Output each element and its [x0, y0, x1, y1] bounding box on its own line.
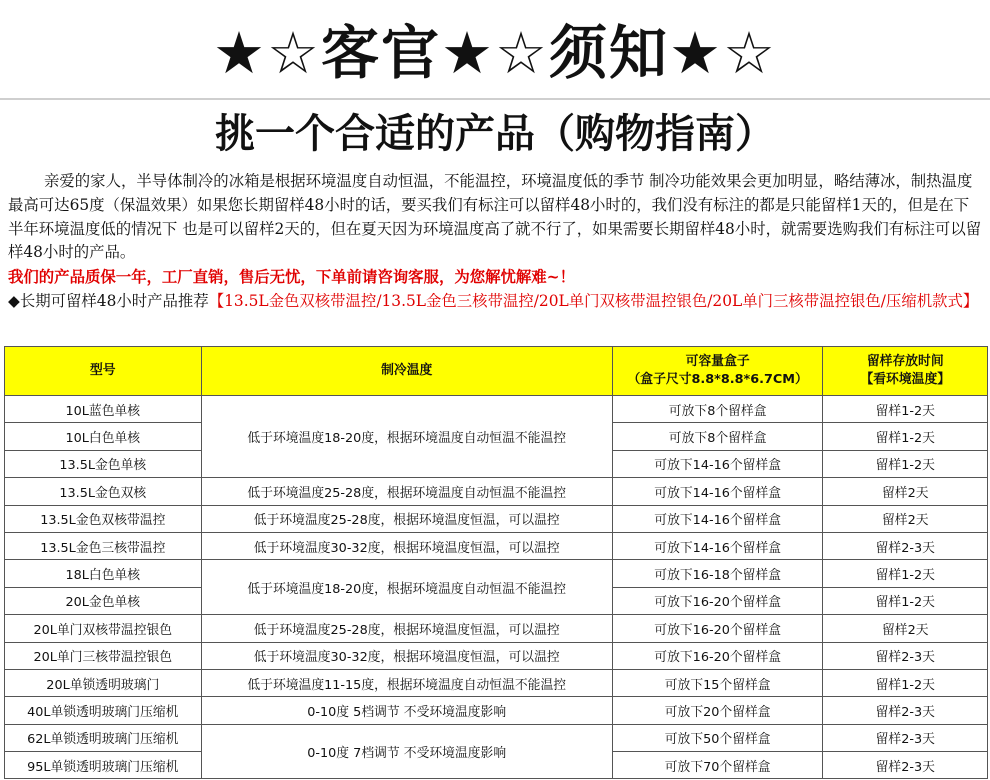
cell-model: 13.5L金色双核: [5, 478, 202, 505]
title-divider: [0, 98, 990, 100]
cell-model: 13.5L金色双核带温控: [5, 505, 202, 532]
cell-model: 62L单锁透明玻璃门压缩机: [5, 724, 202, 751]
cell-model: 10L白色单核: [5, 423, 202, 450]
cell-capacity: 可放下70个留样盒: [612, 752, 823, 779]
cell-capacity: 可放下50个留样盒: [612, 724, 823, 751]
cell-capacity: 可放下16-20个留样盒: [612, 587, 823, 614]
header-storage: [823, 347, 988, 396]
cell-model: 13.5L金色三核带温控: [5, 532, 202, 559]
table-row: [5, 615, 988, 642]
cell-model: 40L单锁透明玻璃门压缩机: [5, 697, 202, 724]
page-subtitle: 挑一个合适的产品（购物指南）: [215, 111, 775, 157]
table-row: [5, 642, 988, 669]
table-row: [5, 478, 988, 505]
cell-storage: 留样2-3天: [823, 697, 988, 724]
recommendation-items: 【13.5L金色双核带温控/13.5L金色三核带温控/20L单门双核带温控银色/20L单门三核带温控银色/压缩机款式】: [208, 292, 979, 310]
cell-cooling: 低于环境温度18-20度，根据环境温度自动恒温不能温控: [201, 560, 612, 615]
cell-capacity: 可放下14-16个留样盒: [612, 478, 823, 505]
cell-storage: 留样1-2天: [823, 587, 988, 614]
cell-storage: 留样2天: [823, 478, 988, 505]
cell-storage: 留样2-3天: [823, 724, 988, 751]
header-model: 型号: [5, 347, 202, 396]
cell-cooling: 低于环境温度30-32度，根据环境温度恒温，可以温控: [201, 642, 612, 669]
table-row: [5, 697, 988, 724]
cell-storage: 留样1-2天: [823, 396, 988, 423]
cell-capacity: 可放下14-16个留样盒: [612, 505, 823, 532]
cell-model: 20L单锁透明玻璃门: [5, 669, 202, 696]
cell-capacity: 可放下16-18个留样盒: [612, 560, 823, 587]
cell-cooling: 0-10度 5档调节 不受环境温度影响: [201, 697, 612, 724]
cell-capacity: 可放下8个留样盒: [612, 423, 823, 450]
cell-model: 20L单门三核带温控银色: [5, 642, 202, 669]
cell-storage: 留样2-3天: [823, 532, 988, 559]
intro-paragraph: 亲爱的家人，半导体制冷的冰箱是根据环境温度自动恒温，不能温控，环境温度低的季节 制冷功能效果会更加明显，略结薄冰，制热温度最高可达65度（保温效果）如果您长期留样48小时的话，要买我们有标注可以留样48小时的，我们没有标注的都是只能留样1天的，但是在下半年环境温度低的情况下 也是可以留样2天的，但在夏天因为环境温度高了就不行了，如果需要长期留样48小时，就需要选购我们有标注可以留样48小时的产品。: [8, 172, 982, 262]
table-row: [5, 724, 988, 751]
cell-capacity: 可放下8个留样盒: [612, 396, 823, 423]
header-capacity-label: 可容量盒子: [685, 354, 750, 369]
page-title: ★☆客官★☆须知★☆: [213, 19, 777, 87]
header-capacity: [612, 347, 823, 396]
cell-cooling: 低于环境温度11-15度，根据环境温度自动恒温不能温控: [201, 669, 612, 696]
cell-model: 20L单门双核带温控银色: [5, 615, 202, 642]
header-storage-sub: 【看环境温度】: [860, 372, 951, 387]
cell-model: 95L单锁透明玻璃门压缩机: [5, 752, 202, 779]
cell-cooling: 低于环境温度18-20度，根据环境温度自动恒温不能温控: [201, 396, 612, 478]
cell-model: 10L蓝色单核: [5, 396, 202, 423]
table-row: [5, 532, 988, 559]
cell-cooling: 低于环境温度30-32度，根据环境温度恒温，可以温控: [201, 532, 612, 559]
cell-model: 13.5L金色单核: [5, 450, 202, 477]
cell-cooling: 低于环境温度25-28度，根据环境温度恒温，可以温控: [201, 505, 612, 532]
cell-capacity: 可放下14-16个留样盒: [612, 532, 823, 559]
cell-storage: 留样2天: [823, 615, 988, 642]
cell-model: 20L金色单核: [5, 587, 202, 614]
warranty-notice: 我们的产品质保一年，工厂直销，售后无忧，下单前请咨询客服，为您解忧解难~！: [8, 268, 575, 286]
product-table: [4, 346, 988, 779]
cell-capacity: 可放下14-16个留样盒: [612, 450, 823, 477]
cell-storage: 留样2-3天: [823, 752, 988, 779]
cell-capacity: 可放下20个留样盒: [612, 697, 823, 724]
header-capacity-sub: （盒子尺寸8.8*8.8*6.7CM）: [627, 372, 808, 387]
cell-storage: 留样1-2天: [823, 669, 988, 696]
cell-cooling: 0-10度 7档调节 不受环境温度影响: [201, 724, 612, 779]
table-header-row: [5, 347, 988, 396]
table-row: [5, 505, 988, 532]
cell-storage: 留样1-2天: [823, 560, 988, 587]
cell-cooling: 低于环境温度25-28度，根据环境温度自动恒温不能温控: [201, 478, 612, 505]
cell-model: 18L白色单核: [5, 560, 202, 587]
cell-capacity: 可放下15个留样盒: [612, 669, 823, 696]
cell-capacity: 可放下16-20个留样盒: [612, 615, 823, 642]
header-storage-label: 留样存放时间: [866, 354, 944, 369]
cell-storage: 留样1-2天: [823, 450, 988, 477]
cell-storage: 留样1-2天: [823, 423, 988, 450]
cell-cooling: 低于环境温度25-28度，根据环境温度恒温，可以温控: [201, 615, 612, 642]
table-row: [5, 396, 988, 423]
cell-capacity: 可放下16-20个留样盒: [612, 642, 823, 669]
recommendation-line: [8, 290, 984, 312]
header-cooling: 制冷温度: [201, 347, 612, 396]
cell-storage: 留样2天: [823, 505, 988, 532]
recommendation-prefix: ◆长期可留样48小时产品推荐: [8, 292, 209, 310]
table-row: [5, 669, 988, 696]
table-row: [5, 560, 988, 587]
cell-storage: 留样2-3天: [823, 642, 988, 669]
